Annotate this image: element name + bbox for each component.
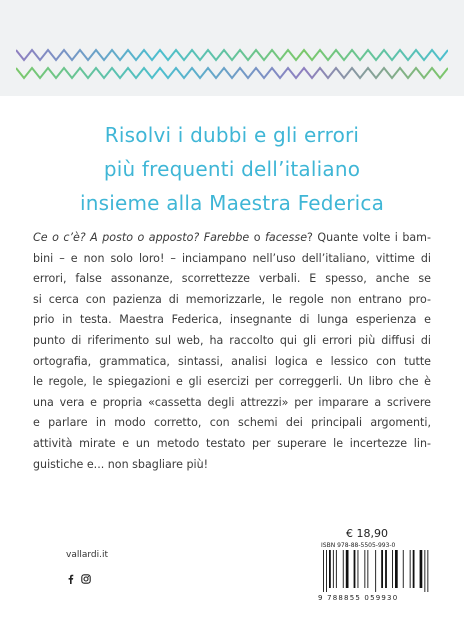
- blurb-line: una vera e propria «cassetta degli attrezzi» per imparare a scrivere: [33, 395, 431, 409]
- zigzag-pattern-top: [16, 48, 448, 62]
- headline: [0, 118, 464, 220]
- blurb-line: e parlare in modo corretto, con schemi dei principali argomenti,: [33, 416, 431, 430]
- blurb-line: punto di riferimento sul web, ha raccolto qui gli errori più diffusi di: [33, 333, 431, 347]
- blurb-text: [33, 228, 431, 475]
- italic-phrase: facesse: [265, 231, 308, 244]
- top-pattern-band: [0, 0, 464, 96]
- plain-text: o: [249, 231, 265, 244]
- blurb-line: errori, false assonanze, scorrettezze verbali. E spesso, anche se: [33, 272, 431, 286]
- blurb-line: prio in testa. Maestra Federica, insegnante di lunga esperienza e: [33, 313, 431, 327]
- blurb-line: bini – e non solo loro! – inciampano nell’uso dell’italiano, vittime di: [33, 251, 431, 265]
- blurb-line: le regole, le spiegazioni e gli esercizi per correggerli. Un libro che è: [33, 375, 431, 389]
- publisher-website[interactable]: vallardi.it: [66, 550, 109, 560]
- facebook-icon[interactable]: [66, 574, 75, 584]
- blurb-line: si cerca con pazienza di memorizzarle, le regole non entrano pro-: [33, 292, 431, 306]
- zigzag-pattern-bottom: [16, 66, 448, 80]
- italic-phrase: Ce o c’è? A posto o apposto? Farebbe: [33, 231, 250, 244]
- barcode: [321, 550, 429, 592]
- instagram-icon[interactable]: [81, 574, 91, 584]
- blurb-line: [33, 228, 431, 249]
- headline-line-3: insieme alla Maestra Federica: [79, 191, 385, 215]
- isbn-label: ISBN 978-88-5505-993-0: [321, 542, 396, 549]
- social-links: [66, 574, 91, 584]
- blurb-line: ortografia, grammatica, sintassi, analisi logica e lessico con tutte: [33, 354, 431, 368]
- barcode-digits: 9 788855 059930: [318, 594, 399, 602]
- price-label: € 18,90: [346, 527, 388, 540]
- blurb-line: attività mirate e un metodo testato per superare le incertezze lin-: [33, 436, 431, 450]
- blurb-line: guistiche e... non sbagliare più!: [33, 457, 209, 471]
- headline-line-1: Risolvi i dubbi e gli errori: [104, 123, 360, 147]
- plain-text: ? Quante volte i bam-: [307, 231, 431, 244]
- headline-line-2: più frequenti dell’italiano: [103, 157, 361, 181]
